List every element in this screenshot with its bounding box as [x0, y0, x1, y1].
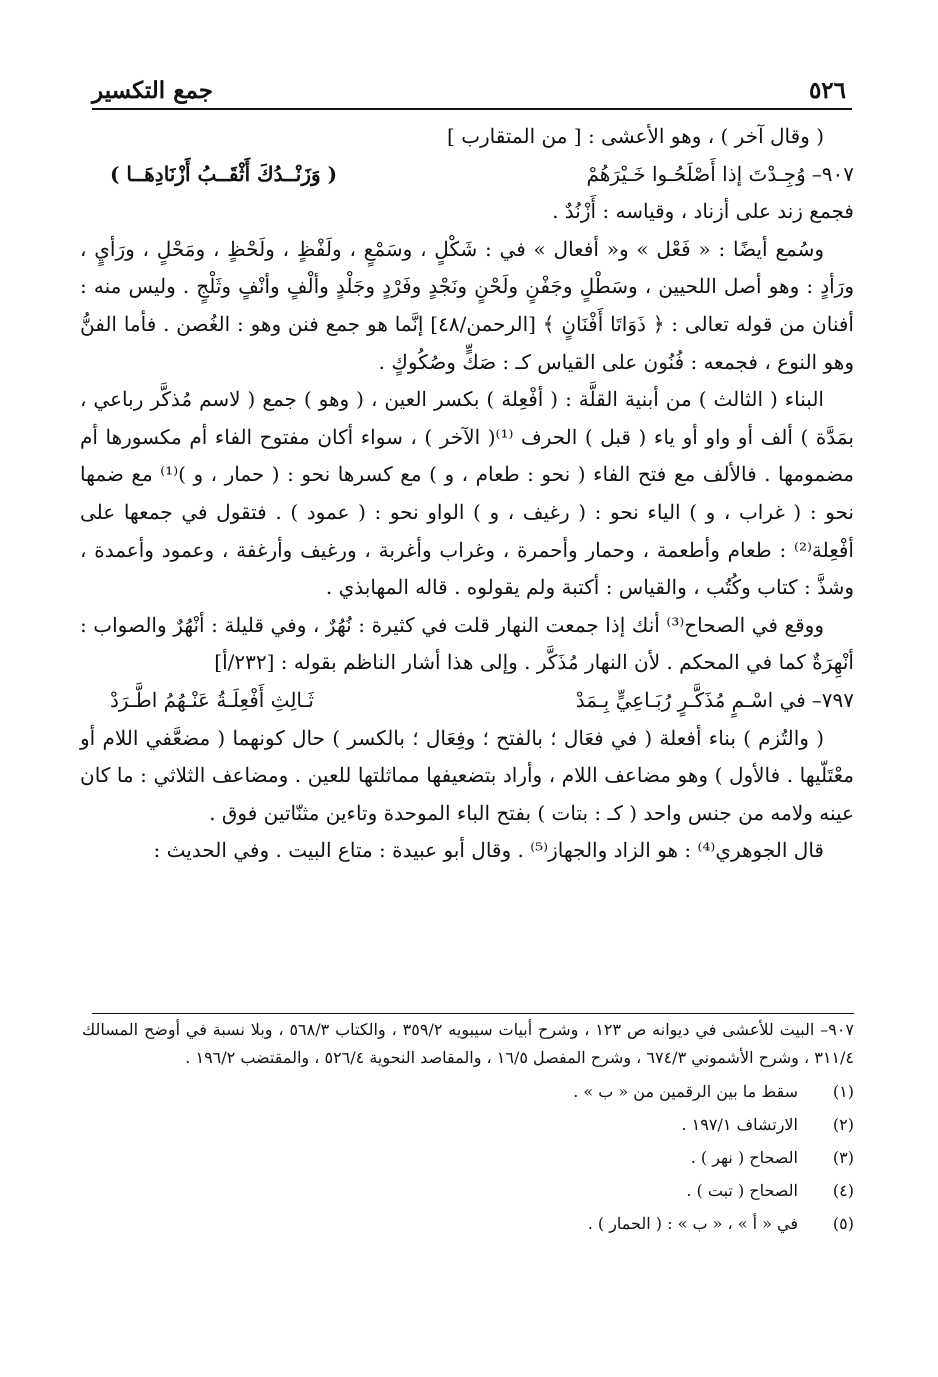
page-header — [92, 72, 846, 108]
verse-797 — [80, 682, 854, 720]
text-paragraph-2: وسُمع أيضًا : « فَعْل » و« أفعال » في : شَكْلٍ ، وسَمْعٍ ، ولَفْظٍ ، ولَحْظٍ ، ومَحْلٍ ، ورَأيٍ ، ورَأدٍ : وهو أصل اللحيين ، وسَطْلٍ وجَفْنٍ ولَحْنٍ ونَجْدٍ وفَرْدٍ وجَلْدٍ وألْفٍ وأنْفٍ وثَلْجٍ . وليس منه : أفنان من قوله تعالى : ﴿ ذَوَاتَا أَفْنَانٍ ﴾ [الرحمن/٤٨] إنَّما هو جمع فنن وهو : الغُصن . فأما الفنُّ وهو النوع ، فجمعه : فُنُون على القياس كـ : صَكٍّ وصُكُوكٍ . — [80, 236, 854, 374]
page-number: ٥٢٦ — [808, 76, 846, 104]
footnote-item — [82, 1207, 854, 1240]
footnote-number: (٣) — [832, 1148, 854, 1167]
footnote-item — [82, 1075, 854, 1108]
text-paragraph-5: ( والتُزم ) بناء أفعلة ( في فعَال ؛ بالفتح ؛ وفِعَال ؛ بالكسر ) حال كونهما ( مضعَّفي اللام أو معْتَلّيها . فالأول ) وهو مضاعف اللام ، وأراد بتضعيفها مماثلتها للعين . ومضاعف الثلاثي : ما كان عينه ولامه من جنس واحد ( كـ : بتات ) بفتح الباء الموحدة وتاءين مثنّاتين فوق . — [80, 725, 854, 825]
text-paragraph-4: ووقع في الصحاح⁽³⁾ أنك إذا جمعت النهار قلت في كثيرة : نُهُرٌ ، وفي قليلة : أنْهُرٌ والصواب : أنْهِرَةٌ كما في المحكم . لأن النهار مُذَكَّر . وإلى هذا أشار الناظم بقوله : [٢٣٢/أ] — [80, 612, 854, 675]
main-text — [80, 118, 854, 870]
verse-907-first-text: وُجِـدْتَ إذا أَصْلَحُـوا خَـيْرَهُمْ — [586, 161, 806, 186]
footnote-text: الصحاح ( نهر ) . — [690, 1148, 798, 1167]
footnote-number: (٢) — [832, 1115, 854, 1134]
text-line-intro: ( وقال آخر ) ، وهو الأعشى : [ من المتقارب ] — [447, 124, 824, 148]
verse-907-second-hemistich: ( وَزَنْــدُكَ أَثْقَــبُ أَزْنَادِهَــا ) — [110, 161, 338, 186]
text-paragraph-6: قال الجوهري⁽⁴⁾ : هو الزاد والجهاز⁽⁵⁾ . وقال أبو عبيدة : متاع البيت . وفي الحديث : — [153, 838, 824, 863]
verse-797-second-hemistich: ثَـالِثِ أَفْعِلَـةُ عَنْـهُمُ اطَّـرَدْ — [110, 687, 314, 712]
text-paragraph-3: البناء ( الثالث ) من أبنية القلَّة : ( أفْعِلة ) بكسر العين ، ( وهو ) جمع ( لاسم مُذكَّر رباعي ، بمَدَّة ) ألف أو واو أو ياء ( قبل ) الحرف ⁽¹⁾( الآخر ) ، سواء أكان مفتوح الفاء أم مكسورها أم مضمومها . فالألف مع فتح الفاء ( نحو : طعام ، و ) مع كسرها نحو : ( حمار ، و )⁽¹⁾ مع ضمها نحو : ( غراب ، و ) الياء نحو : ( رغيف ، و ) الواو نحو : ( عمود ) . فتقول في جمعها على أفْعِلة⁽²⁾ : طعام وأطعمة ، وحمار وأحمرة ، وغراب وأغربة ، ورغيف وأرغفة ، وعمود وأعمدة ، وشذَّ : كتاب وكُتُب ، والقياس : أكتبة ولم يقولوه . قاله المهابذي . — [80, 387, 854, 600]
footnote-text: سقط ما بين الرقمين من « ب » . — [573, 1082, 798, 1101]
verse-907-number: ٩٠٧– — [811, 161, 854, 186]
header-rule — [92, 108, 852, 110]
footnote-item — [82, 1108, 854, 1141]
running-title: جمع التكسير — [92, 76, 213, 104]
footnote-list — [82, 1075, 854, 1240]
verse-907-first-hemistich — [586, 156, 854, 194]
footnote-item — [82, 1174, 854, 1207]
verse-797-first-hemistich — [576, 682, 854, 720]
footnotes — [82, 1016, 854, 1240]
verse-907 — [80, 156, 854, 194]
footnote-number: (٤) — [832, 1181, 854, 1200]
footnote-text: الارتشاف ١٩٧/١ . — [681, 1115, 798, 1134]
verse-797-number: ٧٩٧– — [811, 687, 854, 712]
verse-797-first-text: في اسْـمٍ مُذَكَّـرٍ رُبَـاعِيٍّ بِـمَدْ — [575, 687, 806, 712]
footnote-item — [82, 1141, 854, 1174]
footnote-number: (٥) — [832, 1214, 854, 1233]
footnote-rule — [92, 1013, 854, 1014]
footnote-text: الصحاح ( تبت ) . — [686, 1181, 798, 1200]
footnote-verse-907: ٩٠٧– البيت للأعشى في ديوانه ص ١٢٣ ، وشرح أبيات سيبويه ٣٥٩/٢ ، والكتاب ٥٦٨/٣ ، وبلا نسبة في أوضح المسالك ٣١١/٤ ، وشرح الأشموني ٦٧٤/٣ ، وشرح المفصل ١٦/٥ ، والمقاصد النحوية ٥٢٦/٤ ، والمقتضب ١٩٦/٢ . — [82, 1020, 855, 1067]
footnote-number: (١) — [832, 1082, 854, 1101]
text-paragraph-1: فجمع زند على أزناد ، وقياسه : أَزْنُدٌ . — [552, 199, 854, 224]
footnote-text: في « أ » ، « ب » : ( الحمار ) . — [587, 1214, 798, 1233]
